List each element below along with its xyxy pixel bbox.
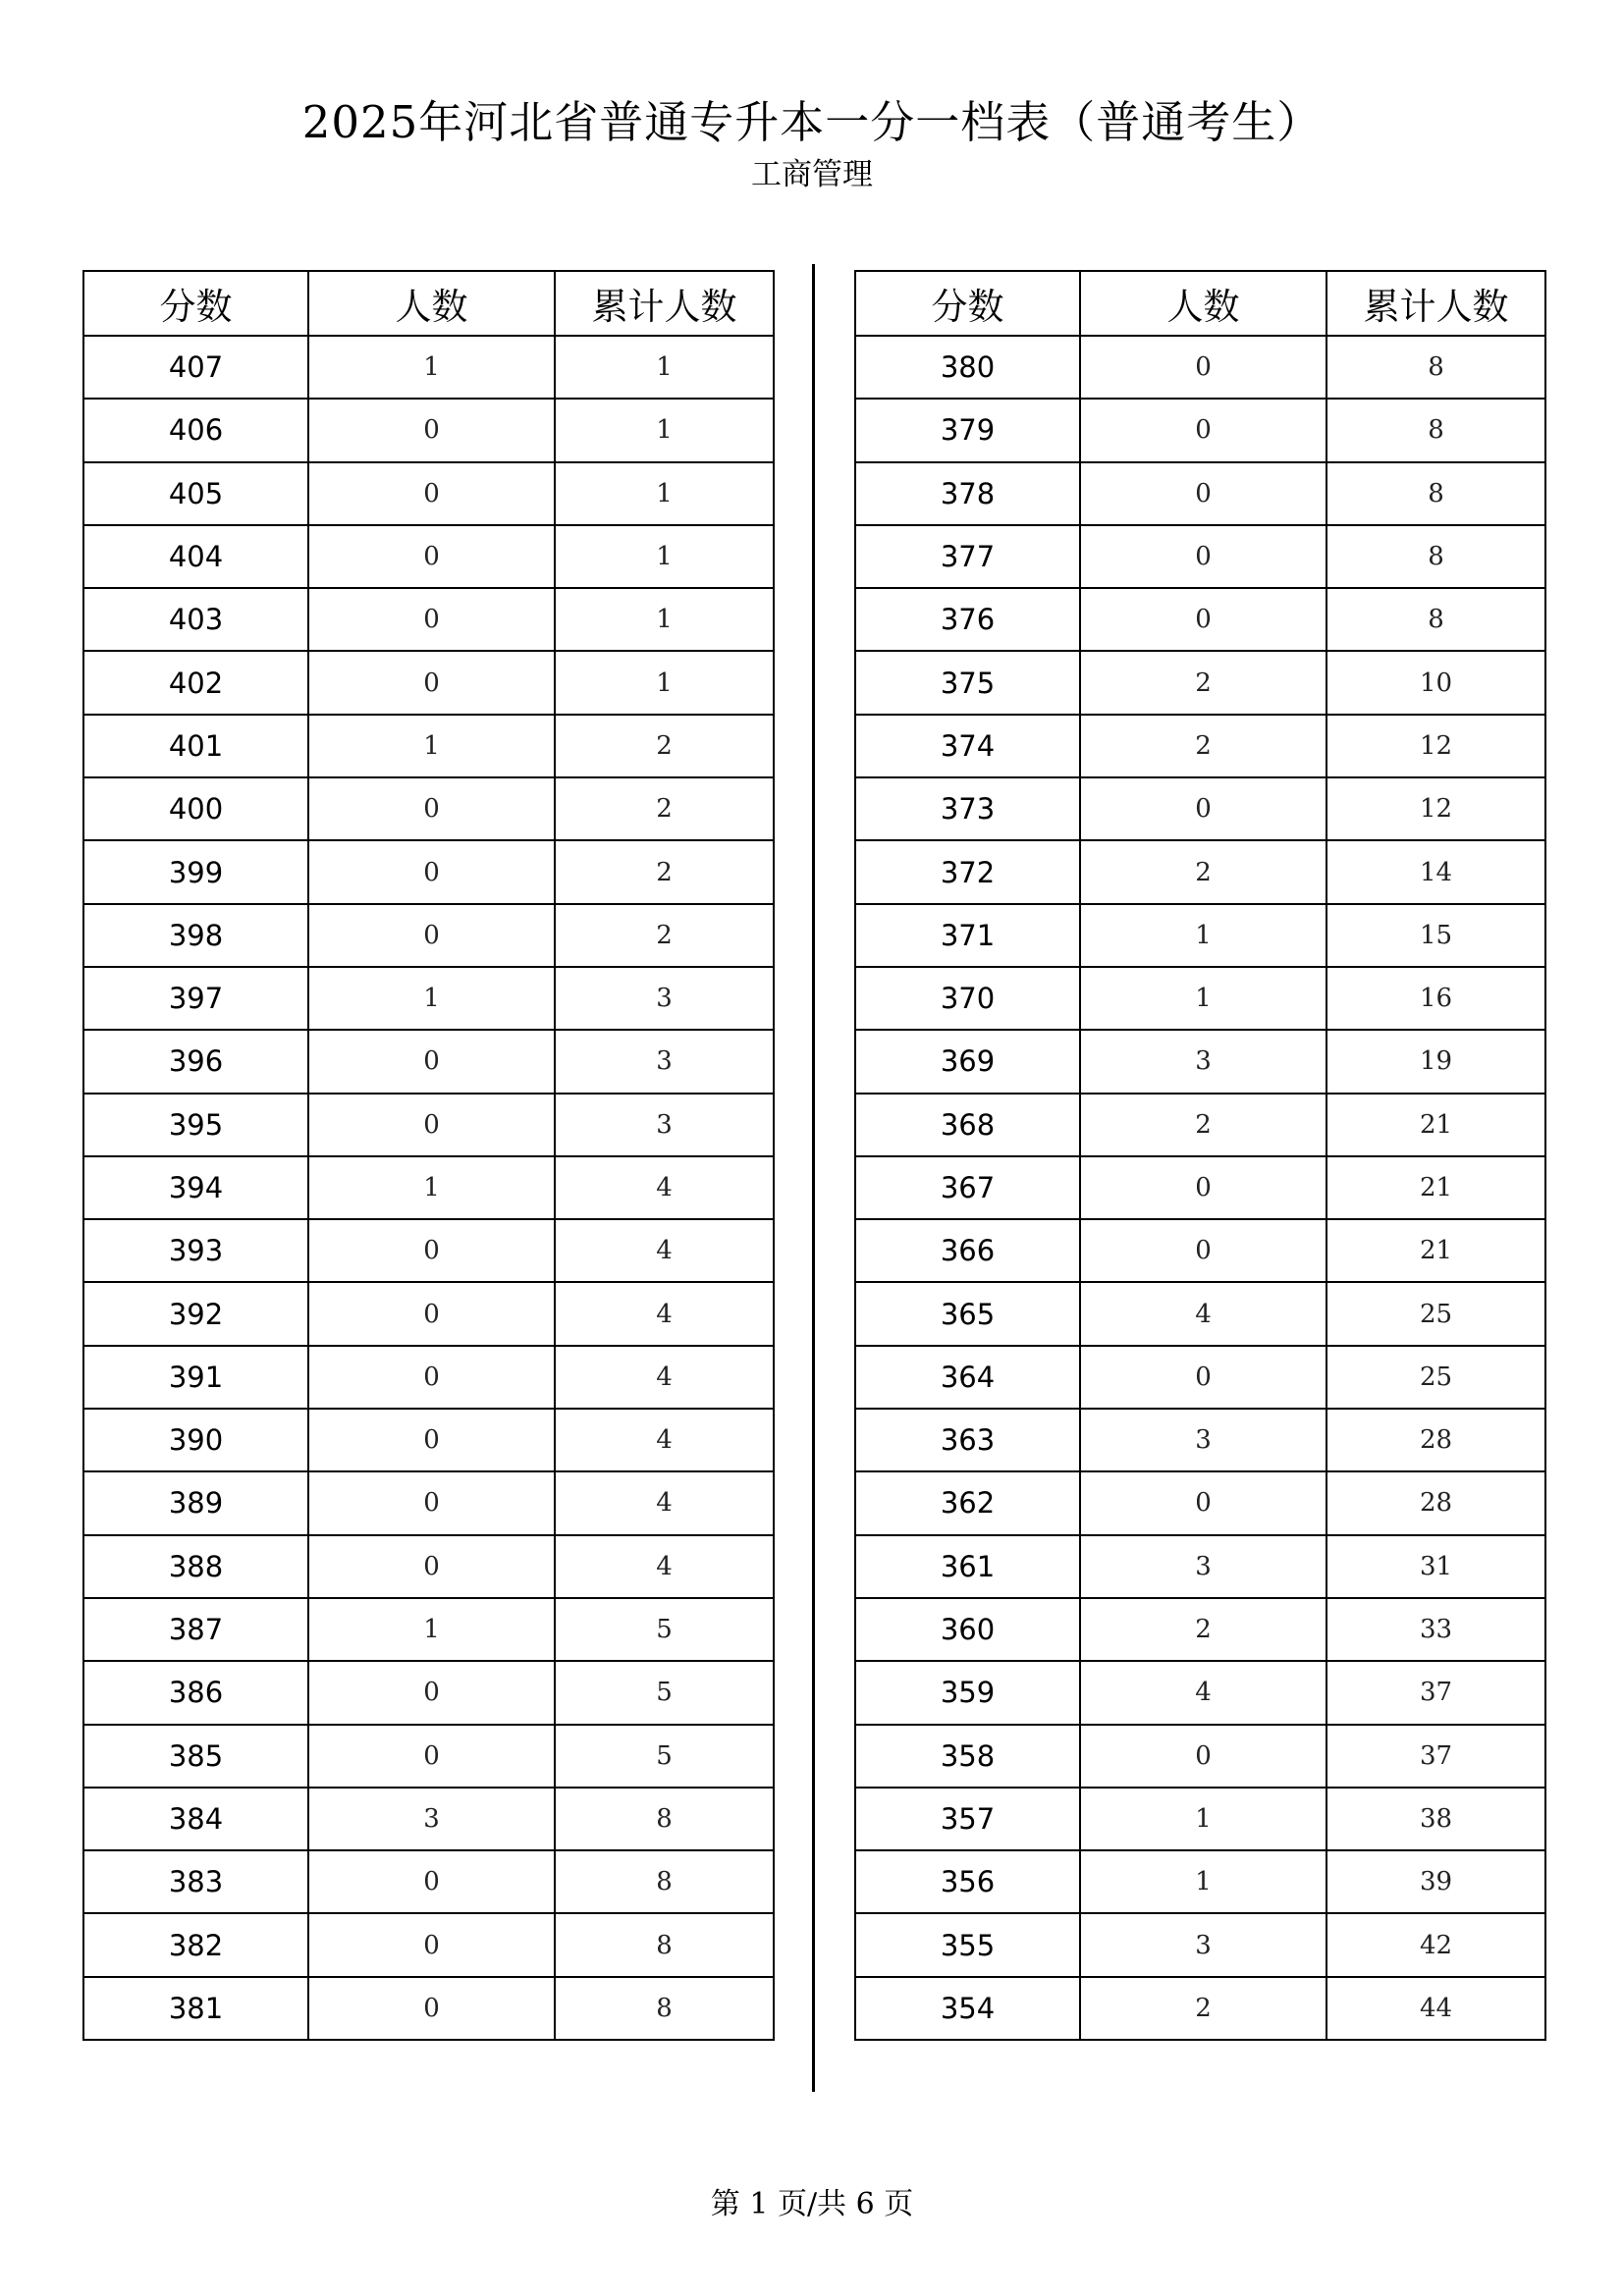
cell-cumulative: 37 <box>1326 1725 1545 1788</box>
cell-score: 354 <box>855 1977 1080 2040</box>
cell-count: 2 <box>1080 840 1326 903</box>
cell-score: 362 <box>855 1471 1080 1534</box>
cell-count: 0 <box>308 1725 555 1788</box>
cell-score: 401 <box>83 715 308 777</box>
cell-cumulative: 2 <box>555 777 774 840</box>
cell-count: 0 <box>1080 1471 1326 1534</box>
table-row <box>83 1535 774 1598</box>
cell-count: 3 <box>1080 1913 1326 1976</box>
table-row <box>83 1725 774 1788</box>
cell-cumulative: 16 <box>1326 967 1545 1030</box>
cell-count: 0 <box>308 1977 555 2040</box>
cell-cumulative: 31 <box>1326 1535 1545 1598</box>
cell-cumulative: 1 <box>555 651 774 714</box>
table-row <box>83 1850 774 1913</box>
cell-cumulative: 28 <box>1326 1409 1545 1471</box>
table-row <box>855 1219 1545 1282</box>
cell-cumulative: 37 <box>1326 1661 1545 1724</box>
table-row <box>855 1788 1545 1850</box>
cell-score: 379 <box>855 399 1080 461</box>
cell-score: 391 <box>83 1346 308 1409</box>
cell-cumulative: 4 <box>555 1156 774 1219</box>
cell-score: 374 <box>855 715 1080 777</box>
cell-cumulative: 15 <box>1326 904 1545 967</box>
cell-cumulative: 8 <box>555 1788 774 1850</box>
cell-count: 0 <box>308 1094 555 1156</box>
cell-score: 365 <box>855 1282 1080 1345</box>
cell-cumulative: 3 <box>555 967 774 1030</box>
cell-score: 395 <box>83 1094 308 1156</box>
cell-cumulative: 1 <box>555 336 774 399</box>
table-row <box>855 715 1545 777</box>
cell-score: 387 <box>83 1598 308 1661</box>
cell-count: 0 <box>1080 1219 1326 1282</box>
table-row <box>83 715 774 777</box>
cell-score: 385 <box>83 1725 308 1788</box>
table-header-row <box>855 271 1545 336</box>
table-row <box>83 840 774 903</box>
table-row <box>855 1725 1545 1788</box>
cell-cumulative: 25 <box>1326 1346 1545 1409</box>
cell-count: 4 <box>1080 1661 1326 1724</box>
table-row <box>83 1282 774 1345</box>
table-row <box>83 651 774 714</box>
table-row <box>855 1471 1545 1534</box>
table-row <box>83 1219 774 1282</box>
cell-count: 1 <box>1080 967 1326 1030</box>
table-row <box>83 1913 774 1976</box>
table-row <box>855 1346 1545 1409</box>
cell-cumulative: 19 <box>1326 1030 1545 1093</box>
cell-count: 1 <box>1080 1788 1326 1850</box>
table-row <box>83 967 774 1030</box>
cell-count: 0 <box>308 1409 555 1471</box>
table-row <box>83 462 774 525</box>
cell-cumulative: 8 <box>1326 525 1545 588</box>
cell-count: 0 <box>1080 588 1326 651</box>
table-row <box>855 840 1545 903</box>
cell-score: 381 <box>83 1977 308 2040</box>
cell-count: 2 <box>1080 1598 1326 1661</box>
cell-cumulative: 8 <box>555 1850 774 1913</box>
cell-score: 398 <box>83 904 308 967</box>
cell-score: 375 <box>855 651 1080 714</box>
table-row <box>855 1030 1545 1093</box>
cell-cumulative: 39 <box>1326 1850 1545 1913</box>
header-cumulative: 累计人数 <box>555 271 774 336</box>
cell-cumulative: 12 <box>1326 777 1545 840</box>
cell-score: 396 <box>83 1030 308 1093</box>
cell-count: 0 <box>1080 1346 1326 1409</box>
table-row <box>83 1661 774 1724</box>
table-row <box>83 1409 774 1471</box>
column-divider <box>812 264 815 2092</box>
score-table-left <box>82 270 775 2041</box>
cell-count: 1 <box>308 1156 555 1219</box>
cell-count: 1 <box>308 1598 555 1661</box>
cell-count: 1 <box>308 715 555 777</box>
cell-cumulative: 21 <box>1326 1094 1545 1156</box>
cell-score: 407 <box>83 336 308 399</box>
header-cumulative: 累计人数 <box>1326 271 1545 336</box>
cell-count: 0 <box>308 777 555 840</box>
cell-count: 3 <box>1080 1409 1326 1471</box>
cell-count: 0 <box>308 1913 555 1976</box>
cell-score: 388 <box>83 1535 308 1598</box>
cell-score: 399 <box>83 840 308 903</box>
table-row <box>83 1471 774 1534</box>
cell-count: 0 <box>308 651 555 714</box>
cell-cumulative: 2 <box>555 840 774 903</box>
table-row <box>855 462 1545 525</box>
cell-score: 397 <box>83 967 308 1030</box>
table-row <box>855 399 1545 461</box>
cell-score: 360 <box>855 1598 1080 1661</box>
cell-score: 378 <box>855 462 1080 525</box>
cell-count: 3 <box>1080 1030 1326 1093</box>
cell-count: 0 <box>308 1661 555 1724</box>
cell-score: 358 <box>855 1725 1080 1788</box>
cell-score: 357 <box>855 1788 1080 1850</box>
cell-cumulative: 4 <box>555 1409 774 1471</box>
table-row <box>855 1094 1545 1156</box>
cell-cumulative: 1 <box>555 525 774 588</box>
table-header-row <box>83 271 774 336</box>
table-row <box>83 1156 774 1219</box>
cell-score: 370 <box>855 967 1080 1030</box>
table-row <box>855 1598 1545 1661</box>
table-row <box>83 1030 774 1093</box>
table-row <box>855 777 1545 840</box>
cell-score: 383 <box>83 1850 308 1913</box>
cell-count: 1 <box>308 336 555 399</box>
table-row <box>855 525 1545 588</box>
cell-count: 0 <box>308 1535 555 1598</box>
page-subtitle: 工商管理 <box>751 157 873 192</box>
table-body-right <box>855 336 1545 2040</box>
cell-score: 377 <box>855 525 1080 588</box>
cell-count: 2 <box>1080 1094 1326 1156</box>
cell-score: 368 <box>855 1094 1080 1156</box>
cell-score: 366 <box>855 1219 1080 1282</box>
table-row <box>855 651 1545 714</box>
table-row <box>855 1282 1545 1345</box>
cell-count: 2 <box>1080 715 1326 777</box>
cell-score: 384 <box>83 1788 308 1850</box>
table-row <box>855 1850 1545 1913</box>
table-row <box>855 1977 1545 2040</box>
cell-score: 376 <box>855 588 1080 651</box>
cell-score: 367 <box>855 1156 1080 1219</box>
cell-count: 1 <box>1080 904 1326 967</box>
cell-cumulative: 8 <box>1326 399 1545 461</box>
cell-cumulative: 3 <box>555 1030 774 1093</box>
cell-score: 400 <box>83 777 308 840</box>
table-row <box>83 1977 774 2040</box>
cell-cumulative: 8 <box>1326 588 1545 651</box>
table-body-left <box>83 336 774 2040</box>
cell-cumulative: 42 <box>1326 1913 1545 1976</box>
table-row <box>83 588 774 651</box>
cell-cumulative: 8 <box>555 1913 774 1976</box>
cell-cumulative: 2 <box>555 904 774 967</box>
cell-count: 0 <box>1080 336 1326 399</box>
table-row <box>83 525 774 588</box>
cell-score: 405 <box>83 462 308 525</box>
cell-score: 402 <box>83 651 308 714</box>
cell-score: 390 <box>83 1409 308 1471</box>
table-row <box>83 399 774 461</box>
cell-cumulative: 4 <box>555 1346 774 1409</box>
cell-cumulative: 1 <box>555 399 774 461</box>
cell-cumulative: 44 <box>1326 1977 1545 2040</box>
cell-score: 382 <box>83 1913 308 1976</box>
cell-cumulative: 14 <box>1326 840 1545 903</box>
table-row <box>855 1913 1545 1976</box>
cell-cumulative: 5 <box>555 1725 774 1788</box>
table-row <box>83 336 774 399</box>
cell-score: 364 <box>855 1346 1080 1409</box>
cell-cumulative: 12 <box>1326 715 1545 777</box>
cell-score: 404 <box>83 525 308 588</box>
cell-score: 373 <box>855 777 1080 840</box>
table-row <box>855 967 1545 1030</box>
cell-score: 406 <box>83 399 308 461</box>
cell-count: 0 <box>1080 777 1326 840</box>
cell-count: 0 <box>308 1346 555 1409</box>
page-title: 2025年河北省普通专升本一分一档表（普通考生） <box>301 96 1323 148</box>
table-row <box>855 1409 1545 1471</box>
cell-cumulative: 33 <box>1326 1598 1545 1661</box>
cell-cumulative: 3 <box>555 1094 774 1156</box>
cell-count: 2 <box>1080 1977 1326 2040</box>
table-row <box>855 1535 1545 1598</box>
cell-count: 0 <box>1080 525 1326 588</box>
cell-cumulative: 5 <box>555 1661 774 1724</box>
cell-cumulative: 28 <box>1326 1471 1545 1534</box>
cell-score: 394 <box>83 1156 308 1219</box>
cell-score: 363 <box>855 1409 1080 1471</box>
header-count: 人数 <box>1080 271 1326 336</box>
cell-cumulative: 4 <box>555 1535 774 1598</box>
table-row <box>83 1598 774 1661</box>
cell-score: 369 <box>855 1030 1080 1093</box>
cell-count: 0 <box>1080 399 1326 461</box>
cell-count: 1 <box>308 967 555 1030</box>
cell-count: 0 <box>308 1282 555 1345</box>
table-row <box>855 1661 1545 1724</box>
cell-score: 393 <box>83 1219 308 1282</box>
cell-count: 0 <box>308 1219 555 1282</box>
cell-count: 0 <box>308 588 555 651</box>
cell-count: 1 <box>1080 1850 1326 1913</box>
cell-score: 372 <box>855 840 1080 903</box>
cell-score: 403 <box>83 588 308 651</box>
cell-count: 0 <box>308 399 555 461</box>
cell-cumulative: 25 <box>1326 1282 1545 1345</box>
cell-score: 371 <box>855 904 1080 967</box>
cell-count: 2 <box>1080 651 1326 714</box>
cell-cumulative: 8 <box>555 1977 774 2040</box>
cell-count: 0 <box>308 904 555 967</box>
table-row <box>83 1788 774 1850</box>
cell-count: 0 <box>308 1471 555 1534</box>
header-score: 分数 <box>83 271 308 336</box>
cell-count: 0 <box>308 525 555 588</box>
cell-cumulative: 2 <box>555 715 774 777</box>
cell-cumulative: 21 <box>1326 1156 1545 1219</box>
table-row <box>83 777 774 840</box>
cell-cumulative: 1 <box>555 588 774 651</box>
cell-cumulative: 8 <box>1326 462 1545 525</box>
cell-cumulative: 10 <box>1326 651 1545 714</box>
cell-count: 0 <box>308 1030 555 1093</box>
cell-score: 361 <box>855 1535 1080 1598</box>
cell-score: 386 <box>83 1661 308 1724</box>
cell-score: 355 <box>855 1913 1080 1976</box>
cell-cumulative: 5 <box>555 1598 774 1661</box>
cell-count: 0 <box>308 462 555 525</box>
cell-count: 4 <box>1080 1282 1326 1345</box>
cell-cumulative: 4 <box>555 1282 774 1345</box>
table-row <box>83 1346 774 1409</box>
cell-cumulative: 21 <box>1326 1219 1545 1282</box>
cell-count: 0 <box>1080 462 1326 525</box>
table-row <box>855 904 1545 967</box>
cell-count: 0 <box>308 1850 555 1913</box>
page-footer: 第 1 页/共 6 页 <box>710 2187 914 2221</box>
header-score: 分数 <box>855 271 1080 336</box>
table-row <box>855 588 1545 651</box>
cell-cumulative: 1 <box>555 462 774 525</box>
cell-count: 0 <box>1080 1156 1326 1219</box>
cell-cumulative: 8 <box>1326 336 1545 399</box>
cell-score: 356 <box>855 1850 1080 1913</box>
cell-count: 3 <box>308 1788 555 1850</box>
cell-count: 0 <box>1080 1725 1326 1788</box>
table-row <box>855 336 1545 399</box>
cell-score: 359 <box>855 1661 1080 1724</box>
cell-cumulative: 4 <box>555 1471 774 1534</box>
table-row <box>83 904 774 967</box>
table-row <box>83 1094 774 1156</box>
cell-count: 3 <box>1080 1535 1326 1598</box>
score-table-right <box>854 270 1546 2041</box>
cell-score: 392 <box>83 1282 308 1345</box>
cell-cumulative: 38 <box>1326 1788 1545 1850</box>
header-count: 人数 <box>308 271 555 336</box>
cell-cumulative: 4 <box>555 1219 774 1282</box>
table-row <box>855 1156 1545 1219</box>
cell-score: 389 <box>83 1471 308 1534</box>
cell-score: 380 <box>855 336 1080 399</box>
cell-count: 0 <box>308 840 555 903</box>
